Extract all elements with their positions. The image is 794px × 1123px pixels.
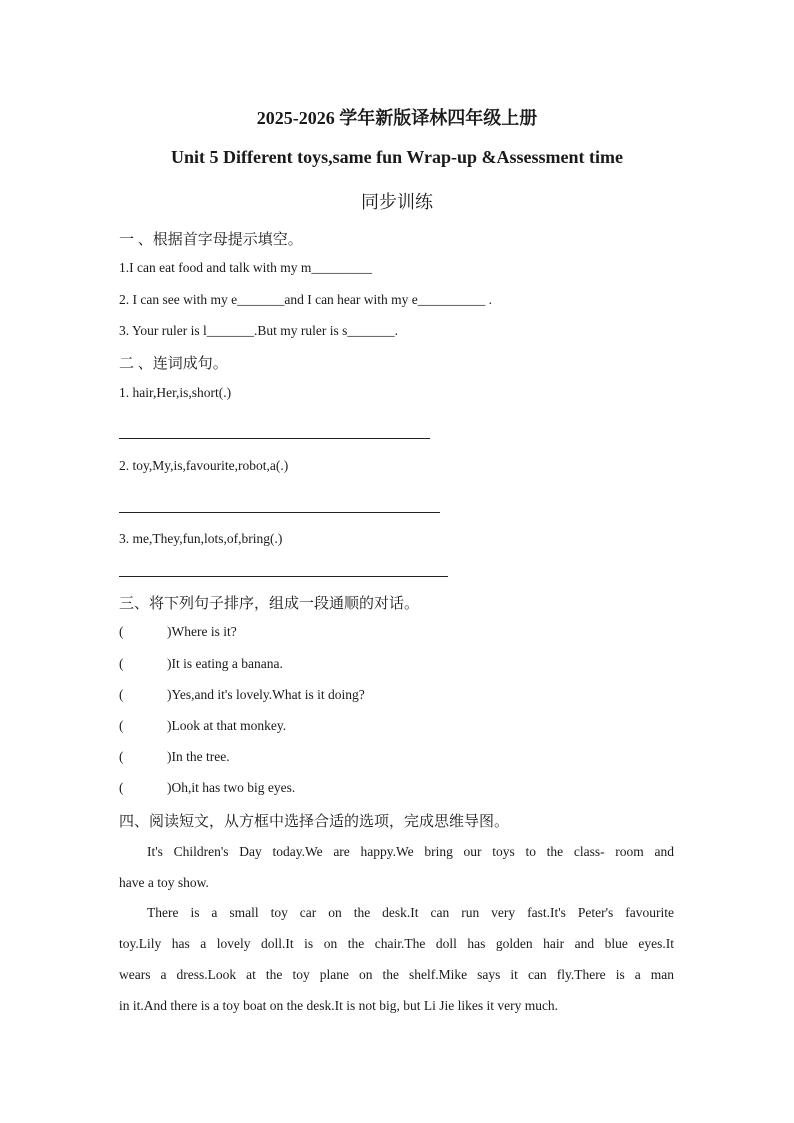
unit-title: Unit 5 Different toys,same fun Wrap-up &Assessment time xyxy=(171,147,623,167)
reading-paragraph-2 xyxy=(119,897,674,1021)
order-item-6 xyxy=(119,780,295,796)
order-blank[interactable]: ( xyxy=(119,624,124,639)
order-blank[interactable]: ( xyxy=(119,718,124,733)
order-item-5 xyxy=(119,749,230,765)
section2-item-2: 2. toy,My,is,favourite,robot,a(.) xyxy=(119,458,289,473)
section1-heading: 一 、根据首字母提示填空。 xyxy=(119,232,303,248)
section2-item-3: 3. me,They,fun,lots,of,bring(.) xyxy=(119,531,283,546)
section2-item-1: 1. hair,Her,is,short(.) xyxy=(119,385,232,400)
paragraph-line: wears a dress.Look at the toy plane on the shelf.Mike says it can fly.There is a man xyxy=(119,967,674,982)
order-item-1 xyxy=(119,624,237,640)
order-blank[interactable]: ( xyxy=(119,656,124,671)
order-item-3 xyxy=(119,687,365,703)
order-blank[interactable]: ( xyxy=(119,780,124,795)
order-item-text: )Where is it? xyxy=(167,624,237,639)
answer-line-2[interactable] xyxy=(119,512,440,513)
order-item-text: )In the tree. xyxy=(167,749,230,764)
section3-heading: 三、将下列句子排序，组成一段通顺的对话。 xyxy=(119,596,420,612)
order-blank[interactable]: ( xyxy=(119,749,124,764)
paragraph-line: It's Children's Day today.We are happy.We bring our toys to the class- room and xyxy=(147,844,674,859)
order-item-text: )Oh,it has two big eyes. xyxy=(167,780,296,795)
answer-line-3[interactable] xyxy=(119,576,448,577)
order-item-text: )Look at that monkey. xyxy=(167,718,287,733)
worksheet-title: 2025-2026 学年新版译林四年级上册 xyxy=(256,108,538,128)
order-blank[interactable]: ( xyxy=(119,687,124,702)
reading-paragraph-1 xyxy=(119,836,674,898)
worksheet-subtitle: 同步训练 xyxy=(361,192,433,212)
section1-item-3: 3. Your ruler is l_______.But my ruler is s_______. xyxy=(119,323,399,338)
section1-item-1: 1.I can eat food and talk with my m_________ xyxy=(119,260,373,275)
order-item-text: )It is eating a banana. xyxy=(167,656,283,671)
section2-heading: 二 、连词成句。 xyxy=(119,356,228,372)
paragraph-line: have a toy show. xyxy=(119,875,209,890)
answer-line-1[interactable] xyxy=(119,438,430,439)
paragraph-line: There is a small toy car on the desk.It can run very fast.It's Peter's favourite xyxy=(147,905,674,920)
order-item-4 xyxy=(119,718,286,734)
section1-item-2: 2. I can see with my e_______and I can hear with my e__________ . xyxy=(119,292,493,307)
paragraph-line: in it.And there is a toy boat on the desk.It is not big, but Li Jie likes it very much. xyxy=(119,998,559,1013)
section4-heading: 四、阅读短文，从方框中选择合适的选项，完成思维导图。 xyxy=(119,814,510,830)
paragraph-line: toy.Lily has a lovely doll.It is on the chair.The doll has golden hair and blue eyes.It xyxy=(119,936,674,951)
order-item-2 xyxy=(119,656,283,672)
order-item-text: )Yes,and it's lovely.What is it doing? xyxy=(167,687,365,702)
